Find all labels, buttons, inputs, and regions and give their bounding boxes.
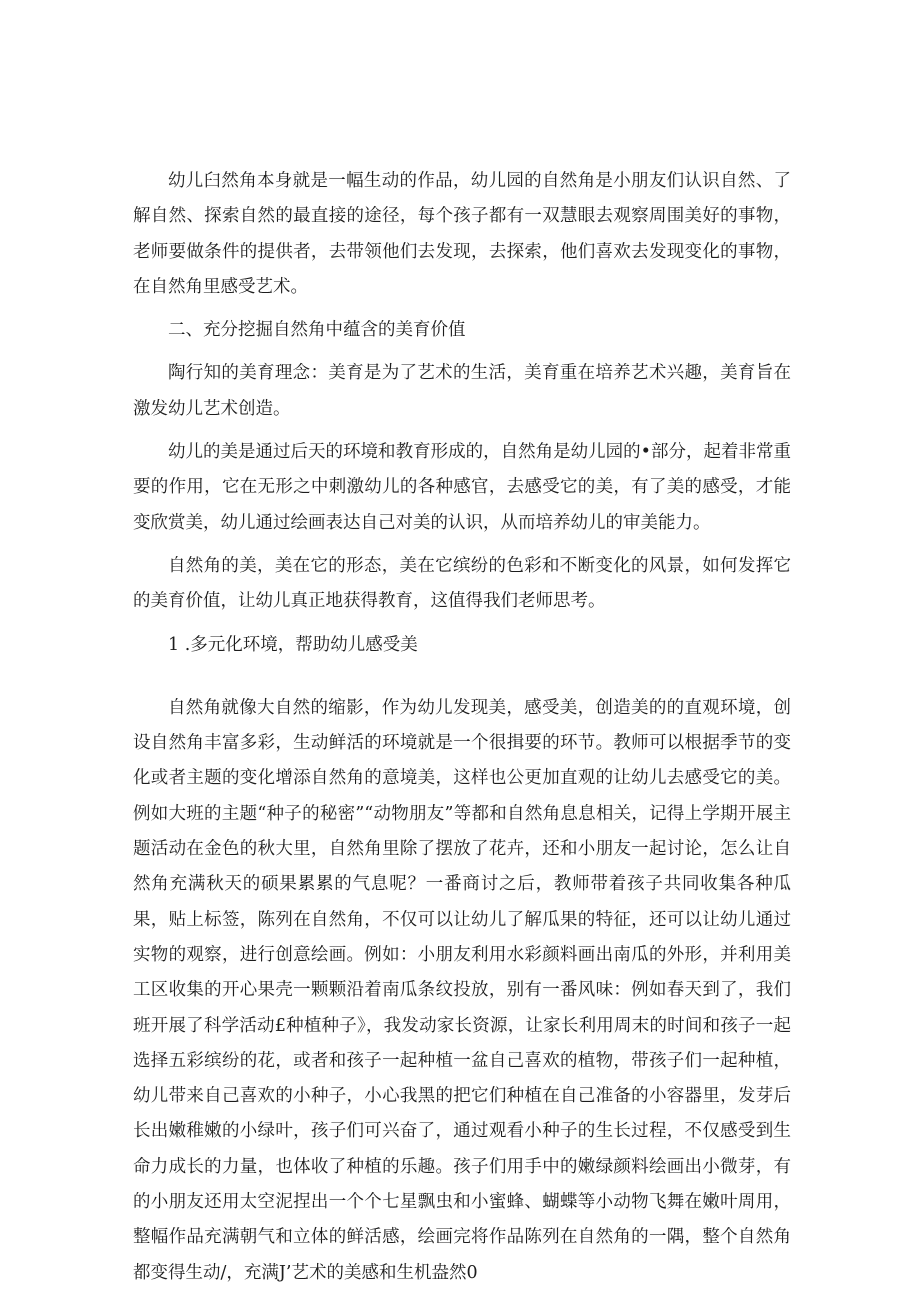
paragraph-diverse-environment: 自然角就像大自然的缩影，作为幼儿发现美，感受美，创造美的的直观环境，创设自然角丰富多彩，生动鲜活的环境就是一个很揖要的环节。教师可以根据季节的变化或者主题的变化增添自然角的意境美，这样也公更加直观的让幼儿去感受它的美。例如大班的主题“种子的秘密”“动物朋友”等都和自然角息息相关，记得上学期开展主题活动在金色的秋大里，自然角里除了摆放了花卉，还和小朋友一起讨论，怎么让自然角充满秋天的硕果累累的气息呢？一番商讨之后，教师带着孩子共同收集各种瓜果，贴上标签，陈列在自然角，不仅可以让幼儿了解瓜果的特征，还可以让幼儿通过实物的观察，进行创意绘画。例如：小朋友利用水彩颜料画出南瓜的外形，并利用美工区收集的开心果壳一颗颗沿着南瓜条纹投放，别有一番风味：例如春天到了，我们班开展了科学活动£种植种子》，我发动家长资源，让家长利用周末的时间和孩子一起选择五彩缤纷的花，或者和孩子一起种植一盆自己喜欢的植物，带孩子们一起种植，幼儿带来自己喜欢的小种子，小心我黑的把它们种植在自己准备的小容器里，发芽后长出嫩稚嫩的小绿叶，孩子们可兴奋了，通过观看小种子的生长过程，不仅感受到生命力成长的力量，也体收了种植的乐趣。孩子们用手中的嫩绿颜料绘画出小微芽，有的小朋友还用太空泥捏出一个个七星飘虫和小蜜蜂、蝴蝶等小动物飞舞在嫩叶周用，整幅作品充满朝气和立体的鲜活感，绘画完将作品陈列在自然角的一隅，整个自然角都变得生动/，充满J’艺术的美感和生机盎然0 xyxy=(133,697,791,1283)
document-body xyxy=(133,164,791,1291)
paragraph-tao-xingzhi: 陶行知的美育理念：美育是为了艺术的生活，美育重在培养艺术兴趣，美育旨在激发幼儿艺术创造。 xyxy=(133,363,791,419)
section-heading: 二、充分挖掘自然角中蕴含的美育价值 xyxy=(168,320,466,341)
paragraph-intro: 幼儿臼然角本身就是一幅生动的作品，幼儿园的自然角是小朋友们认识自然、了解自然、探索自然的最直接的途径，每个孩子都有一双慧眼去观察周围美好的事物，老师要做条件的提供者，去带领他们去发现，去探索，他们喜欢去发现变化的事物，在自然角里感受艺术。 xyxy=(133,171,791,297)
paragraph-beauty-environment: 幼儿的美是通过后天的环境和教育形成的，自然角是幼儿园的•部分，起着非常重要的作用，它在无形之中刺激幼儿的各种感官，去感受它的美，有了美的感受，才能变欣赏美，幼儿通过绘画表达自己对美的认识，从而培养幼儿的审美能力。 xyxy=(133,442,791,533)
paragraph-nature-corner-beauty: 自然角的美，美在它的形态，美在它缤纷的色彩和不断变化的风景，如何发挥它的美育价值，让幼儿真正地获得教育，这值得我们老师思考。 xyxy=(133,555,791,612)
subsection-heading: 1 .多元化环境，帮助幼儿感受美 xyxy=(168,634,418,655)
